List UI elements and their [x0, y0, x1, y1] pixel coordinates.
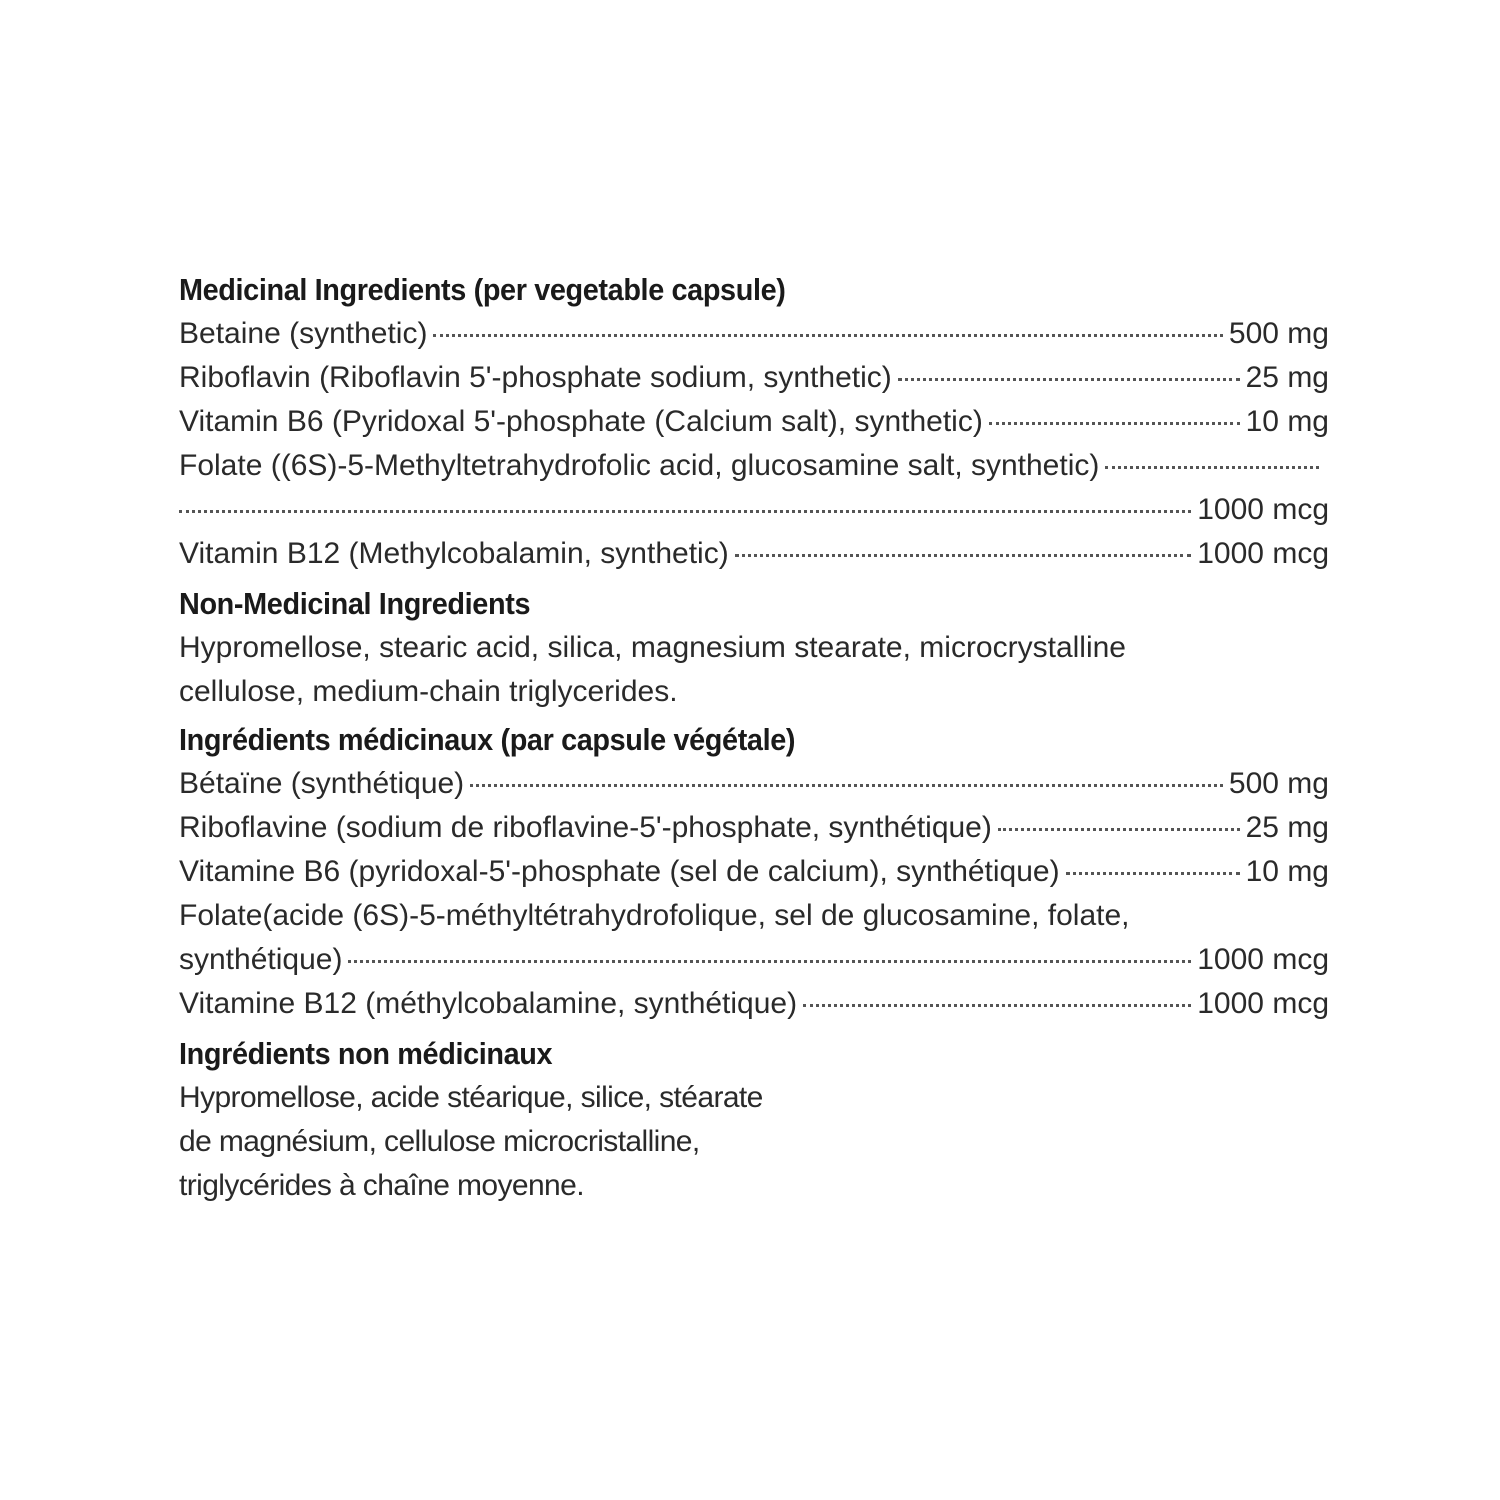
text-line: Hypromellose, stearic acid, silica, magnesium stearate, microcrystalline	[179, 631, 1126, 664]
ingredient-row	[179, 488, 1329, 532]
ingredient-name: Vitamin B6 (Pyridoxal 5'-phosphate (Calcium salt), synthetic)	[179, 405, 983, 438]
ingredient-row	[179, 938, 1329, 982]
ingredient-row	[179, 762, 1329, 806]
ingredient-row	[179, 532, 1329, 576]
ingredient-name: Vitamine B6 (pyridoxal-5'-phosphate (sel de calcium), synthétique)	[179, 855, 1060, 888]
fr-non-medicinal-text	[179, 1076, 1329, 1208]
ingredient-amount: 10 mg	[1245, 855, 1329, 888]
ingredient-amount: 25 mg	[1245, 361, 1329, 394]
ingredient-row	[179, 806, 1329, 850]
ingredient-row	[179, 850, 1329, 894]
dot-leader	[433, 334, 1222, 337]
ingredient-name: Riboflavin (Riboflavin 5'-phosphate sodium, synthetic)	[179, 361, 892, 394]
dot-leader	[1066, 872, 1240, 875]
ingredient-row	[179, 312, 1329, 356]
dot-leader	[898, 378, 1240, 381]
dot-leader	[803, 1004, 1191, 1007]
text-line: triglycérides à chaîne moyenne.	[179, 1169, 584, 1202]
dot-leader	[1105, 466, 1319, 469]
dot-leader	[348, 960, 1191, 963]
ingredient-name: Vitamine B12 (méthylcobalamine, synthétique)	[179, 987, 798, 1020]
en-medicinal-heading: Medicinal Ingredients (per vegetable capsule)	[179, 272, 786, 307]
ingredient-name: Bétaïne (synthétique)	[179, 767, 465, 800]
ingredient-name: Betaine (synthetic)	[179, 317, 428, 350]
dot-leader	[989, 422, 1240, 425]
en-non-medicinal-heading: Non-Medicinal Ingredients	[179, 586, 531, 621]
dot-leader	[735, 554, 1192, 557]
ingredient-row	[179, 982, 1329, 1026]
ingredient-amount: 1000 mcg	[1197, 987, 1329, 1020]
text-line: Hypromellose, acide stéarique, silice, stéarate	[179, 1081, 763, 1114]
ingredient-row	[179, 356, 1329, 400]
dot-leader	[179, 510, 1191, 513]
ingredient-amount: 25 mg	[1245, 811, 1329, 844]
text-line: Folate(acide (6S)-5-méthyltétrahydrofolique, sel de glucosamine, folate,	[179, 899, 1130, 932]
ingredient-label	[179, 268, 1329, 1208]
ingredient-amount: 1000 mcg	[1197, 943, 1329, 976]
fr-non-medicinal-heading: Ingrédients non médicinaux	[179, 1036, 553, 1071]
ingredient-name: synthétique)	[179, 943, 343, 976]
ingredient-amount: 500 mg	[1228, 317, 1329, 350]
ingredient-row	[179, 400, 1329, 444]
dot-leader	[998, 828, 1240, 831]
text-line: de magnésium, cellulose microcristalline,	[179, 1125, 700, 1158]
ingredient-amount: 1000 mcg	[1197, 537, 1329, 570]
ingredient-amount: 10 mg	[1245, 405, 1329, 438]
ingredient-name: Folate ((6S)-5-Methyltetrahydrofolic acid, glucosamine salt, synthetic)	[179, 449, 1100, 482]
ingredient-amount: 1000 mcg	[1197, 493, 1329, 526]
ingredient-row	[179, 444, 1325, 488]
ingredient-name: Riboflavine (sodium de riboflavine-5'-phosphate, synthétique)	[179, 811, 992, 844]
fr-medicinal-heading: Ingrédients médicinaux (par capsule végétale)	[179, 722, 796, 757]
ingredient-amount: 500 mg	[1228, 767, 1329, 800]
ingredient-name: Vitamin B12 (Methylcobalamin, synthetic)	[179, 537, 729, 570]
en-non-medicinal-text	[179, 626, 1329, 714]
dot-leader	[470, 784, 1223, 787]
text-line: cellulose, medium-chain triglycerides.	[179, 675, 678, 708]
